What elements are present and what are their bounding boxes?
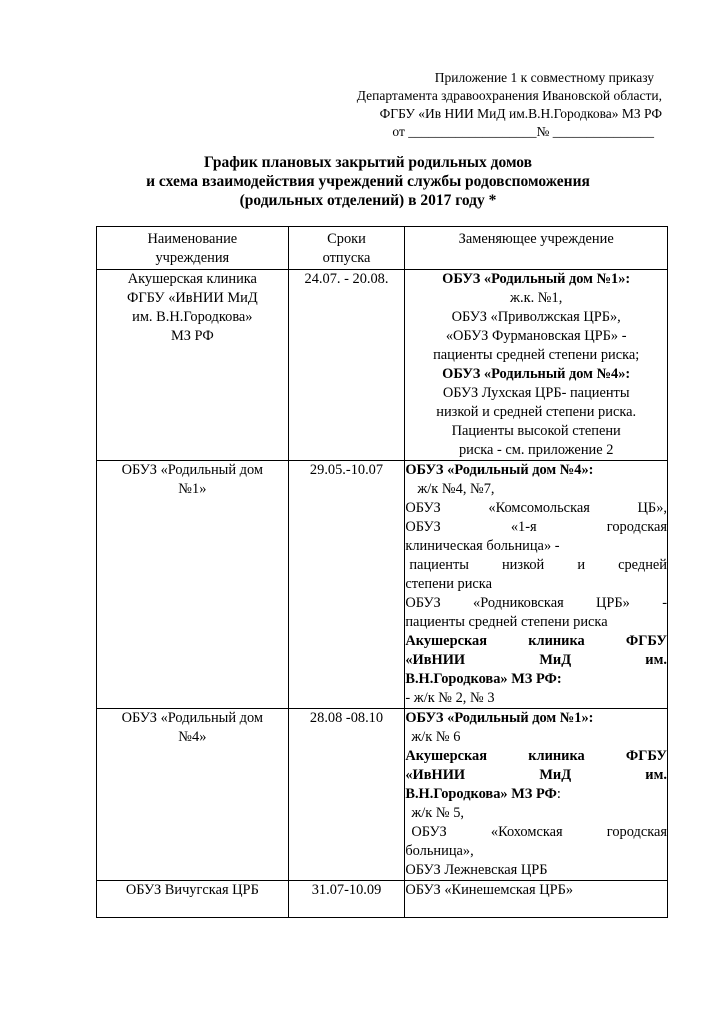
substitute-line: «ОБУЗ Фурмановская ЦРБ» - bbox=[445, 328, 627, 344]
header-name bbox=[97, 227, 289, 270]
institution-cell bbox=[97, 881, 289, 918]
substitute-line: Пациенты высокой степени bbox=[451, 423, 621, 439]
table-row bbox=[97, 709, 668, 881]
institution-line: Акушерская клиника bbox=[127, 271, 257, 287]
institution-cell bbox=[97, 270, 289, 461]
header-substitute bbox=[405, 227, 668, 270]
substitute-line: ОБУЗ «Родильный дом №4»: bbox=[442, 366, 631, 382]
substitute-line: пациенты средней степени риска bbox=[405, 614, 608, 630]
table-row bbox=[97, 461, 668, 709]
substitute-cell bbox=[405, 461, 668, 709]
institution-line: МЗ РФ bbox=[170, 328, 214, 344]
header-name-line1: Наименование bbox=[147, 231, 238, 247]
appendix-line: Приложение 1 к совместному приказу bbox=[434, 70, 654, 85]
substitute-line: ОБУЗ «Родильный дом №1»: bbox=[405, 710, 594, 726]
table-row bbox=[97, 881, 668, 918]
substitute-line: В.Н.Городкова» МЗ РФ: bbox=[405, 671, 562, 687]
substitute-line bbox=[405, 785, 667, 804]
appendix-line: от ___________________№ _______________ bbox=[392, 124, 654, 139]
header-name-line2: учреждения bbox=[155, 250, 230, 266]
appendix-line: Департамента здравоохранения Ивановской области, bbox=[356, 88, 662, 103]
substitute-line: «ИвНИИ МиД им. bbox=[405, 767, 667, 783]
period-cell: 29.05.-10.07 bbox=[288, 461, 405, 709]
title-line: и схема взаимодействия учреждений службы родовспоможения bbox=[146, 173, 590, 190]
substitute-line: пациенты низкой и средней bbox=[409, 557, 667, 573]
substitute-line: риска - см. приложение 2 bbox=[458, 442, 614, 458]
institution-line: ОБУЗ «Родильный дом bbox=[121, 710, 264, 726]
substitute-cell bbox=[405, 881, 668, 918]
substitute-line: ОБУЗ Лежневская ЦРБ bbox=[405, 862, 548, 878]
substitute-line: степени риска bbox=[405, 576, 492, 592]
substitute-text: В.Н.Городкова» МЗ РФ bbox=[405, 786, 557, 802]
document-title bbox=[80, 153, 656, 210]
substitute-line: ОБУЗ «Кинешемская ЦРБ» bbox=[405, 882, 574, 898]
substitute-line: ОБУЗ «1-я городская bbox=[405, 519, 667, 535]
institution-line: ФГБУ «ИвНИИ МиД bbox=[126, 290, 258, 306]
substitute-line: Акушерская клиника ФГБУ bbox=[405, 633, 667, 649]
table-header-row bbox=[97, 227, 668, 270]
substitute-line: ж/к № 5, bbox=[411, 805, 465, 821]
substitute-line: - ж/к № 2, № 3 bbox=[405, 690, 495, 706]
period-cell: 31.07-10.09 bbox=[288, 881, 405, 918]
institution-cell bbox=[97, 461, 289, 709]
substitute-cell bbox=[405, 709, 668, 881]
period-cell: 24.07. - 20.08. bbox=[288, 270, 405, 461]
substitute-cell bbox=[405, 270, 668, 461]
substitute-line: низкой и средней степени риска. bbox=[436, 404, 637, 420]
substitute-line: ж/к № 6 bbox=[411, 729, 461, 745]
institution-line: ОБУЗ «Родильный дом bbox=[121, 462, 264, 478]
header-period bbox=[288, 227, 405, 270]
substitute-text: : bbox=[556, 786, 561, 802]
substitute-line: ОБУЗ «Кохомская городская bbox=[411, 824, 667, 840]
substitute-line: ж/к №4, №7, bbox=[417, 481, 495, 497]
substitute-line: ОБУЗ «Родильный дом №4»: bbox=[405, 462, 594, 478]
institution-line: №4» bbox=[178, 729, 207, 745]
period-cell: 28.08 -08.10 bbox=[288, 709, 405, 881]
appendix-line: ФГБУ «Ив НИИ МиД им.В.Н.Городкова» МЗ РФ bbox=[379, 106, 662, 121]
institution-line: №1» bbox=[178, 481, 207, 497]
appendix-header bbox=[242, 69, 662, 141]
substitute-line: больница», bbox=[405, 843, 474, 859]
institution-line: им. В.Н.Городкова» bbox=[132, 309, 253, 325]
substitute-line: ОБУЗ «Родниковская ЦРБ» - bbox=[405, 595, 667, 611]
title-line: (родильных отделений) в 2017 году * bbox=[239, 192, 497, 209]
substitute-line: ОБУЗ «Приволжская ЦРБ», bbox=[451, 309, 621, 325]
header-substitute-text: Заменяющее учреждение bbox=[458, 231, 614, 247]
header-period-line2: отпуска bbox=[322, 250, 371, 266]
substitute-line: Акушерская клиника ФГБУ bbox=[405, 748, 667, 764]
institution-cell bbox=[97, 709, 289, 881]
table-row bbox=[97, 270, 668, 461]
substitute-line: ОБУЗ «Родильный дом №1»: bbox=[442, 271, 631, 287]
substitute-line: ОБУЗ Лухская ЦРБ- пациенты bbox=[442, 385, 630, 401]
schedule-table bbox=[96, 226, 668, 918]
substitute-line: «ИвНИИ МиД им. bbox=[405, 652, 667, 668]
substitute-line: ОБУЗ «Комсомольская ЦБ», bbox=[405, 500, 667, 516]
title-line: График плановых закрытий родильных домов bbox=[203, 154, 533, 171]
substitute-line: пациенты средней степени риска; bbox=[433, 347, 640, 363]
substitute-line: клиническая больница» - bbox=[405, 538, 560, 554]
institution-line: ОБУЗ Вичугская ЦРБ bbox=[125, 882, 259, 898]
header-period-line1: Сроки bbox=[327, 231, 366, 247]
substitute-line: ж.к. №1, bbox=[510, 290, 563, 306]
